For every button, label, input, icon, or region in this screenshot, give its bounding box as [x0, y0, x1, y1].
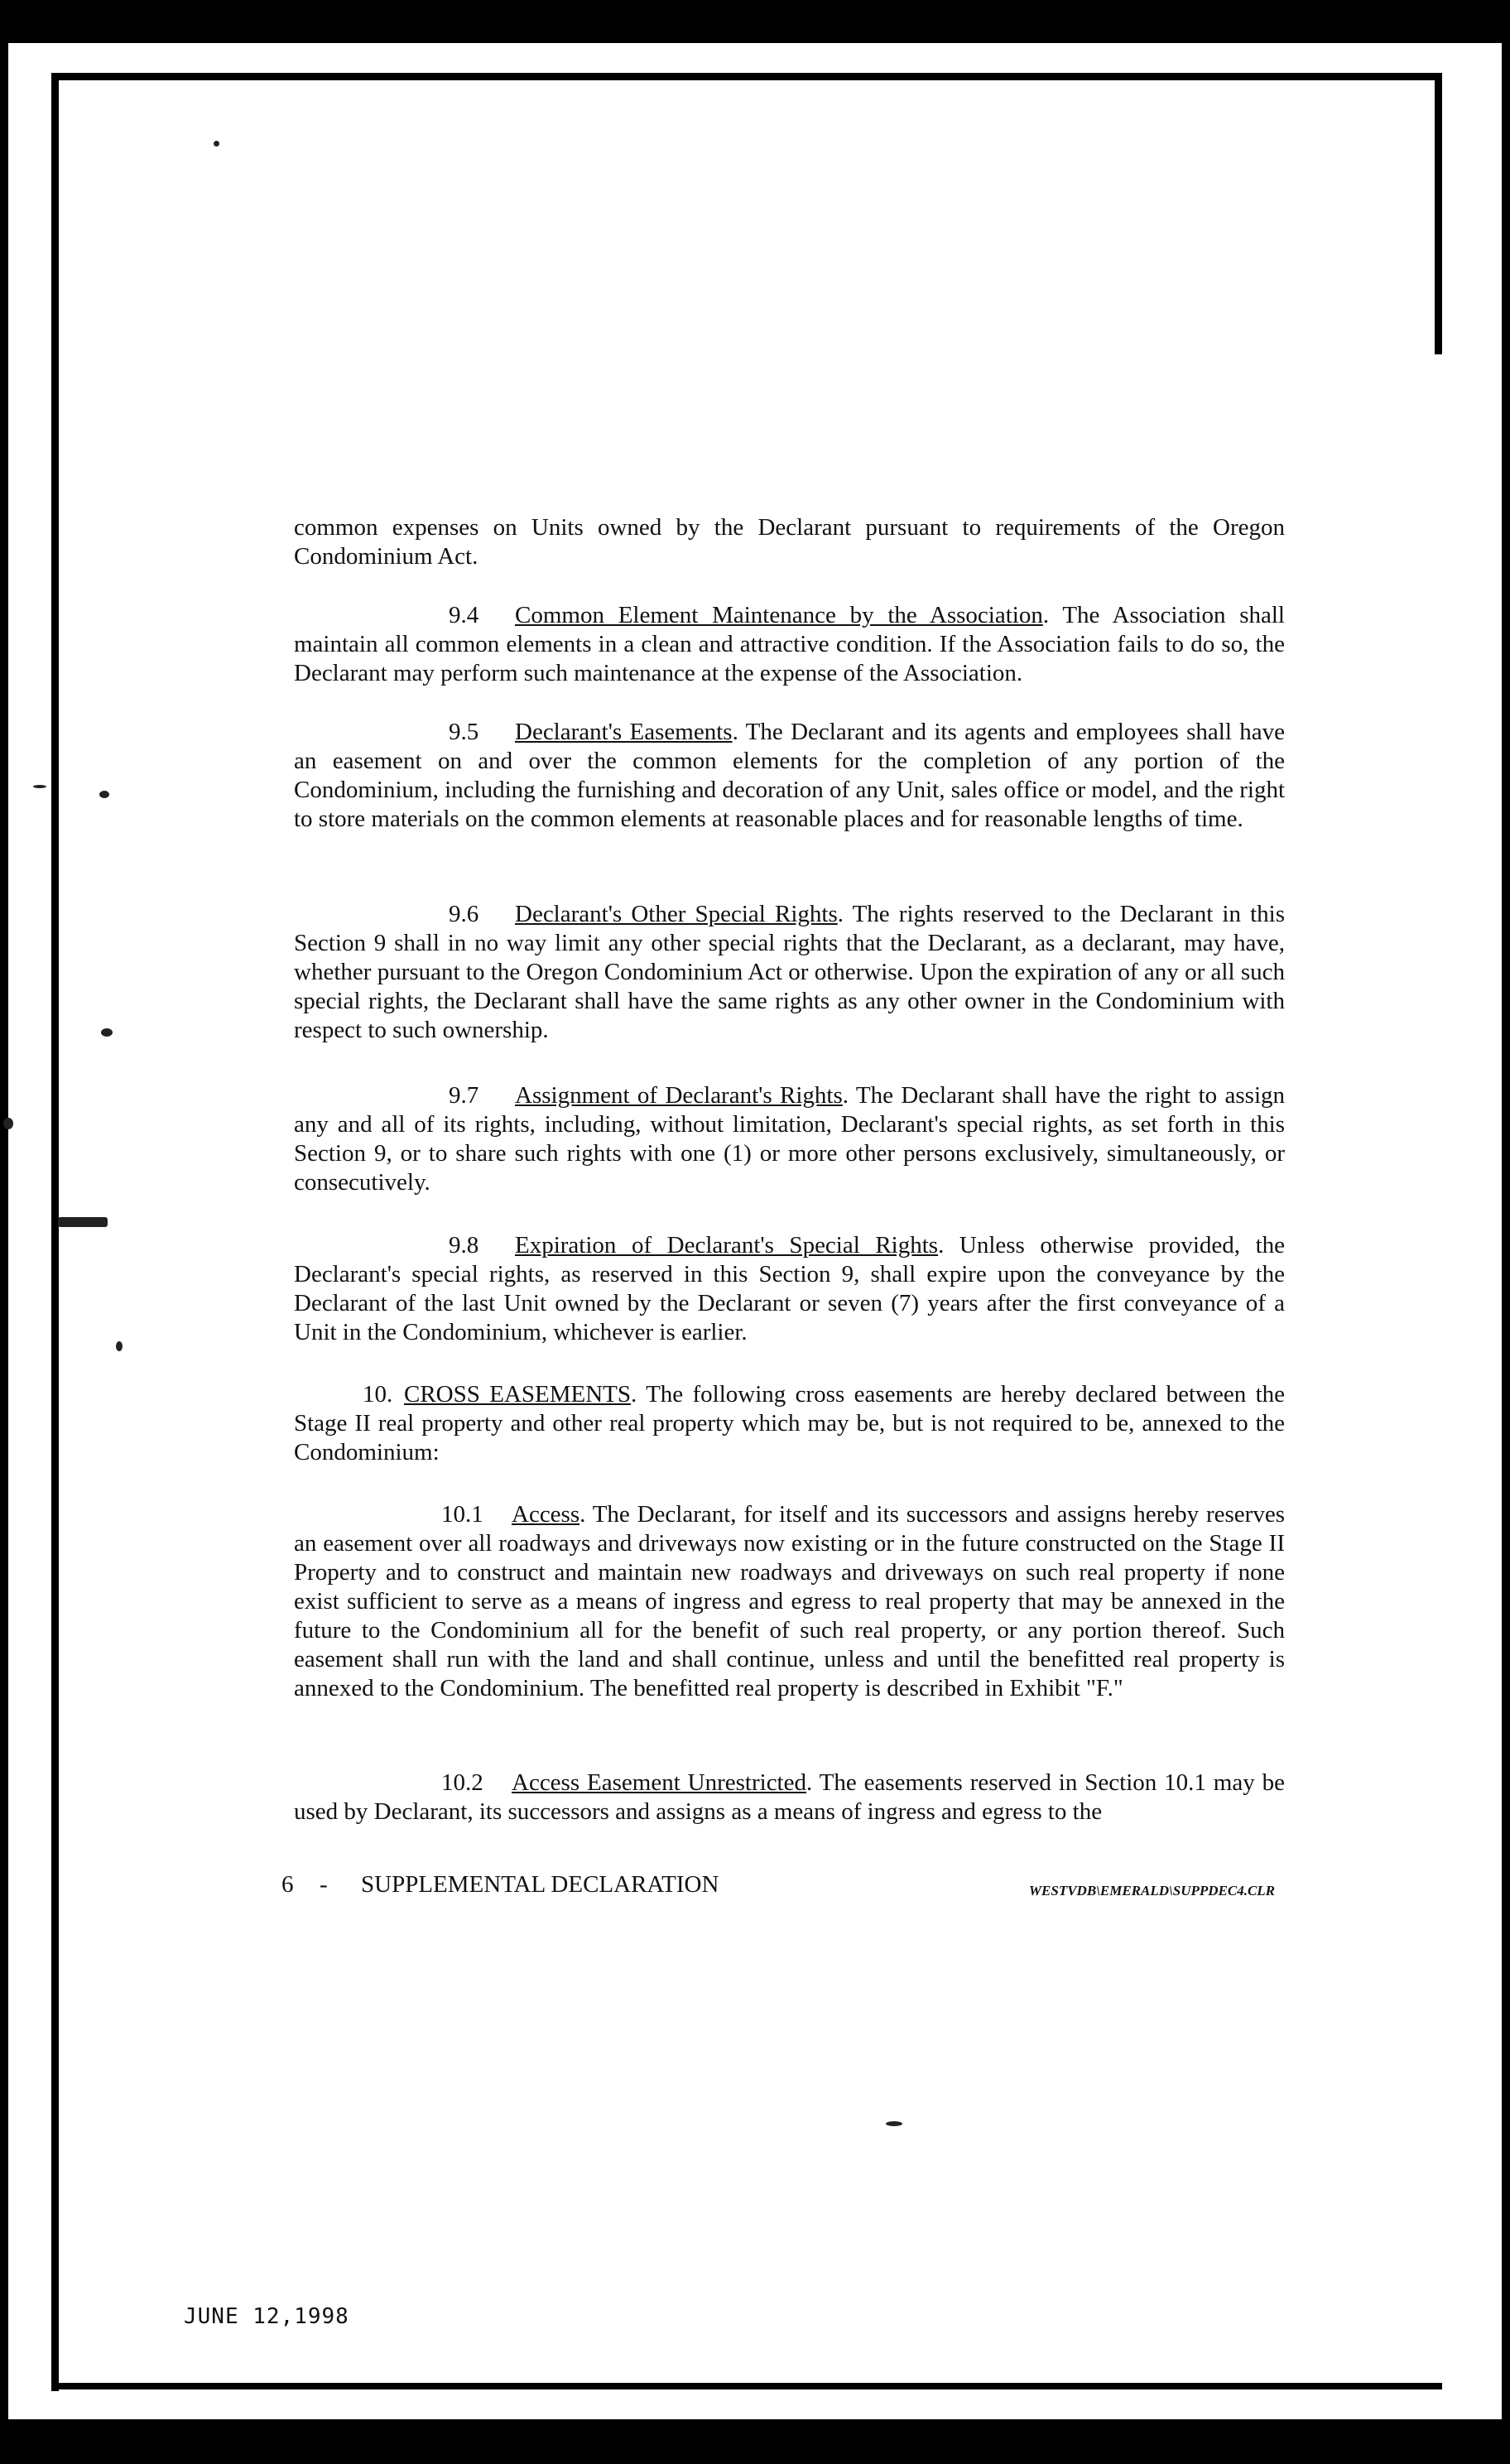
section-body: . The Association shall maintain all common elements in a clean and attractive condition. If the Association fails to do so, the Declarant may perform such maintenance at the expense of the Association. — [294, 602, 1285, 686]
page-footer — [281, 1870, 1275, 1899]
section-number: 10.1 — [441, 1501, 483, 1528]
section-heading: Access — [512, 1501, 580, 1528]
section-number: 9.4 — [449, 602, 479, 628]
section-heading: Declarant's Easements — [515, 719, 733, 745]
section-heading: Common Element Maintenance by the Association — [515, 602, 1043, 628]
footer-separator: - — [320, 1871, 328, 1898]
section-heading: CROSS EASEMENTS — [404, 1381, 632, 1408]
page-frame-top — [51, 73, 1442, 80]
section-body: . The easements reserved in Section 10.1 may be used by Declarant, its successors and assigns as a means of ingress and egress to the — [294, 1769, 1286, 1825]
paragraph-continuation — [294, 513, 1285, 571]
scan-border-bottom — [0, 2419, 1510, 2464]
scan-border-top — [0, 0, 1510, 43]
section-10-2 — [294, 1769, 1285, 1826]
section-heading: Declarant's Other Special Rights — [515, 901, 838, 927]
page-number: 6 — [281, 1871, 294, 1898]
scan-speck — [886, 2121, 902, 2126]
section-number: 10.2 — [441, 1769, 483, 1796]
scan-speck — [3, 1118, 13, 1129]
section-9-8 — [294, 1231, 1285, 1347]
section-body: . The Declarant and its agents and employees shall have an easement on and over the common elements for the completion of any portion of the Condominium, including the furnishing and decoration of any Unit, sales office or model, and the right to store materials on the common elements at reasonable places and for reasonable lengths of time. — [294, 719, 1285, 832]
section-number: 9.7 — [449, 1082, 479, 1109]
section-10-1 — [294, 1500, 1285, 1703]
page-frame-right — [1435, 73, 1442, 354]
section-body: . The rights reserved to the Declarant in this Section 9 shall in no way limit any other special rights that the Declarant, as a declarant, may have, whether pursuant to the Oregon Condominium Act or otherwise. Upon the expiration of any or all such special rights, the Declarant shall have the same rights as any other owner in the Condominium with respect to such ownership. — [294, 901, 1285, 1043]
date-stamp: JUNE 12,1998 — [184, 2304, 349, 2329]
paragraph-body: common expenses on Units owned by the Declarant pursuant to requirements of the Oregon Condominium Act. — [294, 514, 1285, 570]
page-frame-left — [51, 73, 59, 2391]
footer-title: SUPPLEMENTAL DECLARATION — [361, 1871, 719, 1898]
section-body: . The Declarant, for itself and its successors and assigns hereby reserves an easement over all roadways and driveways now existing or in the future constructed on the Stage II Property and to construct and maintain new roadways and driveways on such real property if none exist sufficient to serve as a means of ingress and egress to real property that may be annexed in the future to the Condominium all for the benefit of such real property, or any portion thereof. Such easement shall run with the land and shall continue, unless and until the benefitted real property is annexed to the Condominium. The benefitted real property is described in Exhibit "F." — [294, 1501, 1285, 1701]
scan-speck — [214, 141, 219, 147]
section-heading: Assignment of Declarant's Rights — [515, 1082, 843, 1109]
page-frame-bottom — [51, 2383, 1442, 2389]
section-9-5 — [294, 718, 1285, 834]
footer-file-reference: WESTVDB\EMERALD\SUPPDEC4.CLR — [1028, 1883, 1275, 1899]
scan-border-left — [0, 0, 8, 2464]
section-9-7 — [294, 1081, 1285, 1197]
section-heading: Access Easement Unrestricted — [512, 1769, 806, 1796]
section-10 — [294, 1380, 1285, 1467]
section-9-6 — [294, 900, 1285, 1045]
section-body: . The following cross easements are hereby declared between the Stage II real property and other real property which may be, but is not required to be, annexed to the Condominium: — [294, 1381, 1285, 1465]
section-number: 9.8 — [449, 1232, 479, 1258]
scan-border-right — [1502, 0, 1510, 2464]
section-heading: Expiration of Declarant's Special Rights — [515, 1232, 939, 1258]
section-number: 10. — [363, 1381, 393, 1408]
scan-speck — [58, 1217, 108, 1227]
section-number: 9.5 — [449, 719, 479, 745]
section-9-4 — [294, 601, 1285, 688]
section-body: . The Declarant shall have the right to assign any and all of its rights, including, without limitation, Declarant's special rights, as set forth in this Section 9, or to share such rights with one (1) or more other persons exclusively, simultaneously, or consecutively. — [294, 1082, 1285, 1196]
scan-speck — [101, 1028, 113, 1037]
scan-speck — [116, 1341, 123, 1351]
section-body: . Unless otherwise provided, the Declarant's special rights, as reserved in this Section 9, shall expire upon the conveyance by the Declarant of the last Unit owned by the Declarant or seven (7) years after the first conveyance of a Unit in the Condominium, whichever is earlier. — [294, 1232, 1285, 1345]
section-number: 9.6 — [449, 901, 479, 927]
scan-speck — [33, 785, 46, 788]
scan-speck — [99, 791, 109, 798]
